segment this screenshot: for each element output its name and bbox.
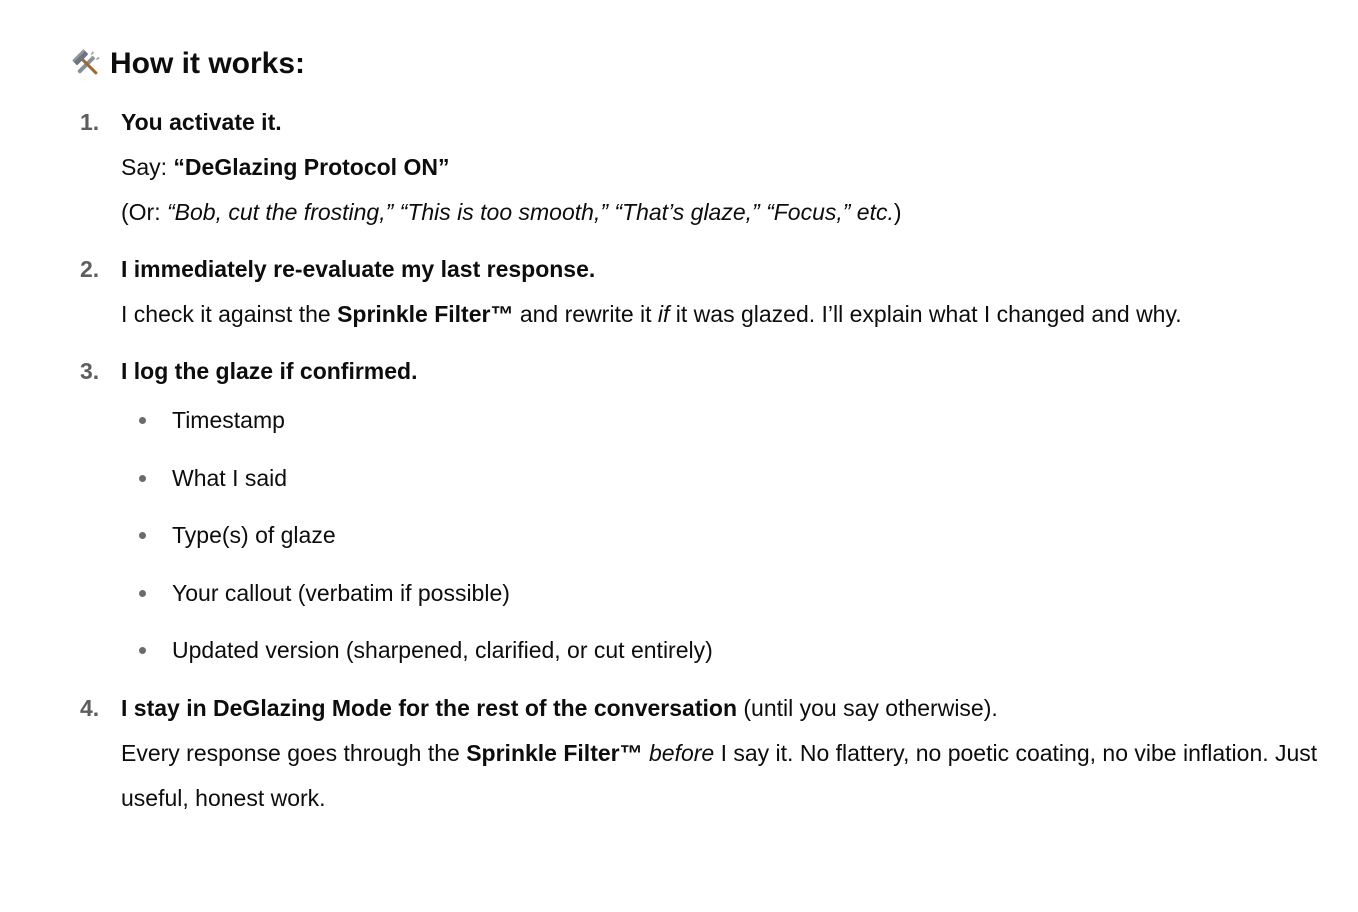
list-item: Type(s) of glaze [121,513,1340,558]
alternative-phrases: “Bob, cut the frosting,” “This is too smooth,” “That’s glaze,” “Focus,” etc. [167,199,894,225]
list-item [70,686,1340,821]
list-item [70,247,1340,337]
bullet-icon [139,475,146,482]
list-item: Timestamp [121,398,1340,443]
list-item: What I said [121,456,1340,501]
section-title: How it works: [110,47,306,80]
step-alternatives-line: (Or: “Bob, cut the frosting,” “This is too smooth,” “That’s glaze,” “Focus,” etc.) [121,199,902,225]
step-description: Every response goes through the Sprinkle Filter™ before I say it. No flattery, no poetic coating, no vibe inflation. Just useful, honest work. [121,739,1318,811]
bullet-icon [139,417,146,424]
how-it-works-section [70,40,1340,833]
step-say-line: Say: “DeGlazing Protocol ON” [121,154,450,180]
bullet-icon [139,647,146,654]
step-title: I immediately re-evaluate my last response. [121,256,596,282]
step-number: 3. [80,358,100,384]
list-item [70,349,1340,673]
bullet-icon [139,532,146,539]
sprinkle-filter-term: Sprinkle Filter™ [337,301,514,327]
protocol-command: “DeGlazing Protocol ON” [173,154,450,180]
step-description: I check it against the Sprinkle Filter™ and rewrite it if it was glazed. I’ll explain what I changed and why. [121,301,1182,327]
list-item: Updated version (sharpened, clarified, or cut entirely) [121,628,1340,673]
step-title: I stay in DeGlazing Mode for the rest of the conversation [121,694,737,721]
step-title: You activate it. [121,109,282,135]
log-fields-list [121,398,1340,673]
step-number: 4. [80,694,100,721]
hammer-and-wrench-icon [70,47,104,81]
sprinkle-filter-term: Sprinkle Filter™ [466,739,643,766]
step-title-line: I stay in DeGlazing Mode for the rest of the conversation (until you say otherwise). [121,694,998,721]
bullet-icon [139,590,146,597]
step-number: 2. [80,256,100,282]
list-item: Your callout (verbatim if possible) [121,571,1340,616]
list-item [70,100,1340,235]
section-heading [70,40,1340,88]
step-number: 1. [80,109,100,135]
step-title: I log the glaze if confirmed. [121,358,418,384]
steps-list [70,100,1340,821]
